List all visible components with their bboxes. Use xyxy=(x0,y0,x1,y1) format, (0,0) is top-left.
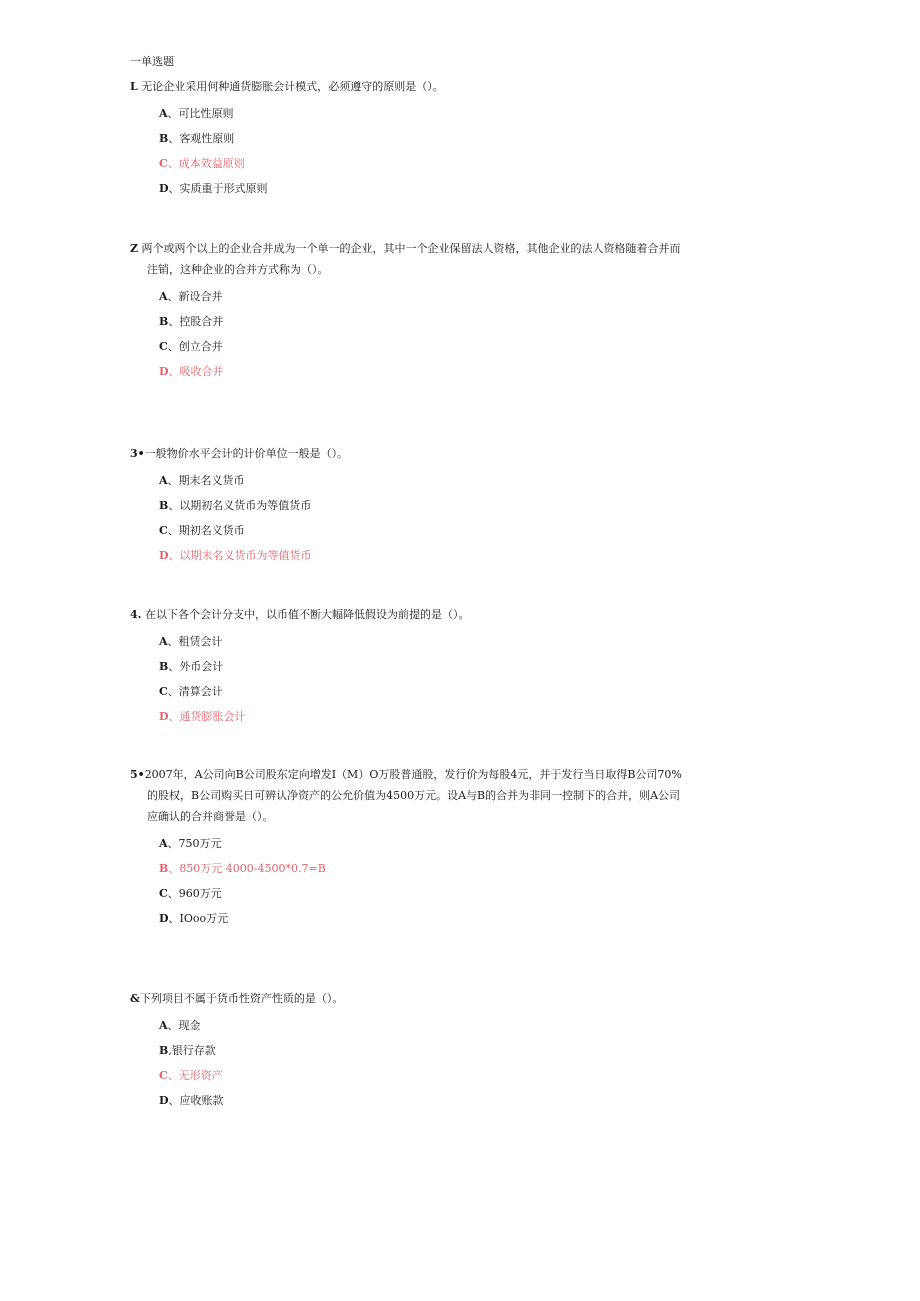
option-separator: 、 xyxy=(167,474,179,487)
option-letter: B xyxy=(159,499,169,512)
option-d xyxy=(130,911,690,936)
question-stem xyxy=(130,443,690,464)
question-stem xyxy=(130,76,690,97)
option-d-answer xyxy=(130,548,690,573)
option-b xyxy=(130,659,690,684)
option-d-answer xyxy=(130,709,690,734)
option-separator: 、 xyxy=(167,524,179,537)
options-list xyxy=(130,473,690,573)
option-separator: 、 xyxy=(167,1019,179,1032)
option-text: 租赁会计 xyxy=(178,635,223,648)
option-text: 外币会计 xyxy=(179,660,224,673)
option-text: 应收账款 xyxy=(179,1094,224,1107)
option-c xyxy=(130,339,690,364)
question-stem xyxy=(130,238,690,280)
option-separator: , xyxy=(168,1044,172,1057)
option-letter: A xyxy=(159,474,168,487)
option-separator: 、 xyxy=(168,315,180,328)
option-letter: C xyxy=(159,1069,168,1082)
option-separator: 、 xyxy=(168,132,180,145)
option-text: 750万元 xyxy=(178,837,222,850)
option-b xyxy=(130,131,690,156)
option-separator: 、 xyxy=(167,1069,179,1082)
option-text: 成本效益原则 xyxy=(178,157,245,170)
option-text: 控股合并 xyxy=(179,315,224,328)
option-text: 以期初名义货币为等值货币 xyxy=(179,499,312,512)
option-separator: 、 xyxy=(167,635,179,648)
option-c-answer xyxy=(130,1068,690,1093)
option-a xyxy=(130,473,690,498)
question-2 xyxy=(130,238,690,389)
option-separator: 、 xyxy=(168,549,180,562)
option-b xyxy=(130,314,690,339)
option-letter: C xyxy=(159,524,168,537)
question-number: 4. xyxy=(130,608,142,621)
question-text: 两个或两个以上的企业合并成为一个单一的企业，其中一个企业保留法人资格，其他企业的法人资格随着合并而注销，这种企业的合并方式称为（）。 xyxy=(141,242,681,276)
question-number: L xyxy=(130,80,138,93)
option-a xyxy=(130,1018,690,1043)
question-text: 在以下各个会计分支中，以币值不断大幅降低假设为前提的是（）。 xyxy=(144,608,470,621)
option-text: 创立合并 xyxy=(178,340,223,353)
question-stem xyxy=(130,764,690,827)
option-letter: C xyxy=(159,887,168,900)
option-letter: C xyxy=(159,685,168,698)
option-separator: 、 xyxy=(168,862,180,875)
option-text: 现金 xyxy=(178,1019,201,1032)
option-separator: 、 xyxy=(167,290,179,303)
option-text: 期初名义货币 xyxy=(178,524,245,537)
option-letter: D xyxy=(159,1094,169,1107)
option-separator: 、 xyxy=(168,710,180,723)
option-c xyxy=(130,523,690,548)
options-list xyxy=(130,634,690,734)
option-text: 960万元 xyxy=(178,887,222,900)
option-letter: B xyxy=(159,315,169,328)
option-letter: A xyxy=(159,290,168,303)
option-c xyxy=(130,684,690,709)
option-letter: D xyxy=(159,710,169,723)
option-letter: C xyxy=(159,157,168,170)
option-letter: B xyxy=(159,1044,169,1057)
option-letter: A xyxy=(159,107,168,120)
option-letter: B xyxy=(159,862,169,875)
option-separator: 、 xyxy=(167,837,179,850)
options-list xyxy=(130,289,690,389)
question-text: 无论企业采用何种通货膨胀会计模式，必须遵守的原则是（）。 xyxy=(141,80,444,93)
section-title: 一单选题 xyxy=(130,55,174,68)
option-text: 可比性原则 xyxy=(178,107,234,120)
option-c-answer xyxy=(130,156,690,181)
option-separator: 、 xyxy=(168,660,180,673)
option-c xyxy=(130,886,690,911)
option-letter: D xyxy=(159,365,169,378)
option-text: 客观性原则 xyxy=(179,132,235,145)
question-number: 3• xyxy=(130,447,145,460)
option-separator: 、 xyxy=(168,912,180,925)
question-number: & xyxy=(130,992,140,1005)
options-list xyxy=(130,836,690,936)
option-separator: 、 xyxy=(167,157,179,170)
options-list xyxy=(130,106,690,206)
option-text: 吸收合并 xyxy=(179,365,224,378)
question-stem xyxy=(130,604,690,625)
option-letter: B xyxy=(159,660,169,673)
option-text: IOoo万元 xyxy=(179,912,229,925)
option-letter: A xyxy=(159,837,168,850)
option-separator: 、 xyxy=(168,182,180,195)
option-separator: 、 xyxy=(168,365,180,378)
option-text: 实质重于形式原则 xyxy=(179,182,268,195)
option-a xyxy=(130,106,690,131)
option-text: 清算会计 xyxy=(178,685,223,698)
question-text: 下列项目不属于货币性资产性质的是（）。 xyxy=(139,992,344,1005)
option-separator: 、 xyxy=(168,499,180,512)
question-text: 2007年，A公司向B公司股东定向增发I（M）O万股普通股，发行价为每股4元，并于发行当日取得B公司70%的股权，B公司购买日可辨认净资产的公允价值为4500万元。设A与B的合并为非同一控制下的合并，则A公司应确认的合并商誉是（）。 xyxy=(144,768,682,823)
option-letter: A xyxy=(159,635,168,648)
option-b-answer xyxy=(130,861,690,886)
option-text: 新设合并 xyxy=(178,290,223,303)
question-text: 一般物价水平会计的计价单位一般是（）。 xyxy=(144,447,349,460)
option-b xyxy=(130,1043,690,1068)
option-letter: D xyxy=(159,912,169,925)
option-b xyxy=(130,498,690,523)
option-d xyxy=(130,1093,690,1118)
option-letter: D xyxy=(159,549,169,562)
question-6 xyxy=(130,988,690,1118)
question-3 xyxy=(130,443,690,573)
option-separator: 、 xyxy=(167,107,179,120)
option-separator: 、 xyxy=(168,1094,180,1107)
option-d-answer xyxy=(130,364,690,389)
option-d xyxy=(130,181,690,206)
question-1 xyxy=(130,76,690,206)
option-a xyxy=(130,289,690,314)
question-number: Z xyxy=(130,242,139,255)
option-text: 银行存款 xyxy=(171,1044,216,1057)
option-text: 通货膨胀会计 xyxy=(179,710,246,723)
question-number: 5• xyxy=(130,768,145,781)
option-separator: 、 xyxy=(167,685,179,698)
options-list xyxy=(130,1018,690,1118)
option-separator: 、 xyxy=(167,887,179,900)
option-a xyxy=(130,836,690,861)
option-a xyxy=(130,634,690,659)
option-separator: 、 xyxy=(167,340,179,353)
option-text: 期末名义货币 xyxy=(178,474,245,487)
option-letter: B xyxy=(159,132,169,145)
question-stem xyxy=(130,988,690,1009)
option-letter: D xyxy=(159,182,169,195)
option-text: 无形资产 xyxy=(178,1069,223,1082)
option-letter: C xyxy=(159,340,168,353)
option-text: 以期末名义货币为等值货币 xyxy=(179,549,312,562)
question-4 xyxy=(130,604,690,734)
question-5 xyxy=(130,764,690,936)
option-letter: A xyxy=(159,1019,168,1032)
option-text: 850万元 4000-4500*0.7=B xyxy=(179,862,326,875)
